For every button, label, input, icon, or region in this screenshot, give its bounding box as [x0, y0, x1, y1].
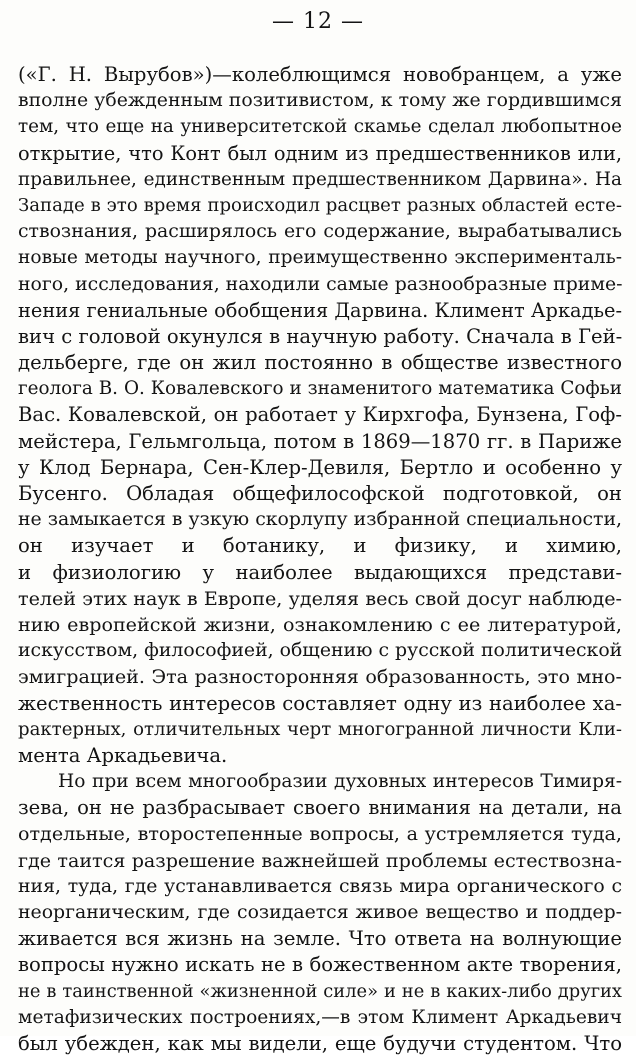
text-line: зева, он не разбрасывает своего внимания на детали, на — [18, 796, 622, 820]
text-line: тем, что еще на университетской скамье сделал любопытное — [18, 116, 622, 138]
text-line: не в таинственной «жизненной силе» и не в каких-либо других — [18, 980, 622, 1002]
text-line: рактерных, отличительных черт многогранной личности Кли- — [18, 718, 622, 740]
text-line: был убежден, как мы видели, еще будучи студентом. Что — [18, 1031, 622, 1055]
text-line: эмиграцией. Эта разносторонняя образованность, это мно- — [18, 665, 622, 689]
text-line: и физиологию у наиболее выдающихся представи- — [18, 560, 622, 584]
text-line: ного, исследования, находили самые разнообразные приме- — [18, 273, 622, 295]
text-line: вполне убежденным позитивистом, к тому же гордившимся — [18, 90, 622, 112]
text-line: мейстера, Гельмгольца, потом в 1869—1870 гг. в Париже — [18, 429, 622, 453]
text-line: дельберге, где он жил постоянно в обществе известного — [18, 351, 622, 375]
text-line: геолога В. О. Ковалевского и знаменитого математика Софьи — [18, 378, 622, 400]
text-line: Вас. Ковалевской, он работает у Кирхгофа, Бунзена, Гоф- — [18, 403, 622, 427]
text-line: у Клод Бернара, Сен-Клер-Девиля, Бертло и особенно у — [18, 455, 622, 479]
text-line: не замыкается в узкую скорлупу избранной специальности, — [18, 509, 622, 531]
text-line: («Г. Н. Вырубов»)—колеблющимся новобранцем, а уже — [18, 63, 622, 86]
text-line: живается вся жизнь на земле. Что ответа на волнующие — [18, 927, 622, 951]
text-line: мента Аркадьевича. — [18, 743, 228, 767]
text-line: вич с головой окунулся в научную работу. Сначала в Гей- — [18, 324, 622, 348]
text-line: новые методы научного, преимущественно эксперименталь- — [18, 247, 622, 269]
text-line: искусством, философией, общению с русской политической — [18, 640, 622, 662]
text-line: нию европейской жизни, ознакомлению с ее литературой, — [18, 612, 622, 636]
text-line: жественность интересов составляет одну из наиболее ха- — [18, 691, 622, 715]
text-line: вопросы нужно искать не в божественном акте творения, — [18, 953, 622, 977]
text-line: правильнее, единственным предшественником Дарвина». На — [18, 168, 622, 190]
text-line: Бусенго. Обладая общефилософской подготовкой, он — [18, 482, 622, 505]
text-line: Западе в это время происходил расцвет разных областей есте- — [18, 194, 622, 216]
text-line: ния, туда, где устанавливается связь мира органического с — [18, 875, 622, 897]
paragraph-2 — [18, 769, 622, 1057]
body-text — [18, 62, 622, 1057]
text-line: нения гениальные обобщения Дарвина. Климент Аркадье- — [18, 298, 622, 322]
page-number: — 12 — — [272, 9, 364, 34]
paragraph-1 — [18, 62, 622, 769]
text-line: открытие, что Конт был одним из предшественников или, — [18, 141, 622, 165]
text-line: отдельные, второстепенные вопросы, а устремляется туда, — [18, 822, 622, 846]
text-line: ствознания, расширялось его содержание, вырабатывались — [18, 221, 622, 243]
text-line: метафизических построениях,—в этом Климент Аркадьевич — [18, 1006, 622, 1028]
text-line: неорганическим, где созидается живое вещество и поддер- — [18, 902, 622, 923]
text-line: Но при всем многообразии духовных интересов Тимиря- — [58, 771, 622, 793]
text-line: где таится разрешение важнейшей проблемы естествозна- — [18, 848, 622, 872]
text-line: телей этих наук в Европе, уделяя весь свой досуг наблюде- — [18, 586, 622, 610]
text-line: он изучает и ботанику, и физику, и химию, — [18, 534, 622, 558]
